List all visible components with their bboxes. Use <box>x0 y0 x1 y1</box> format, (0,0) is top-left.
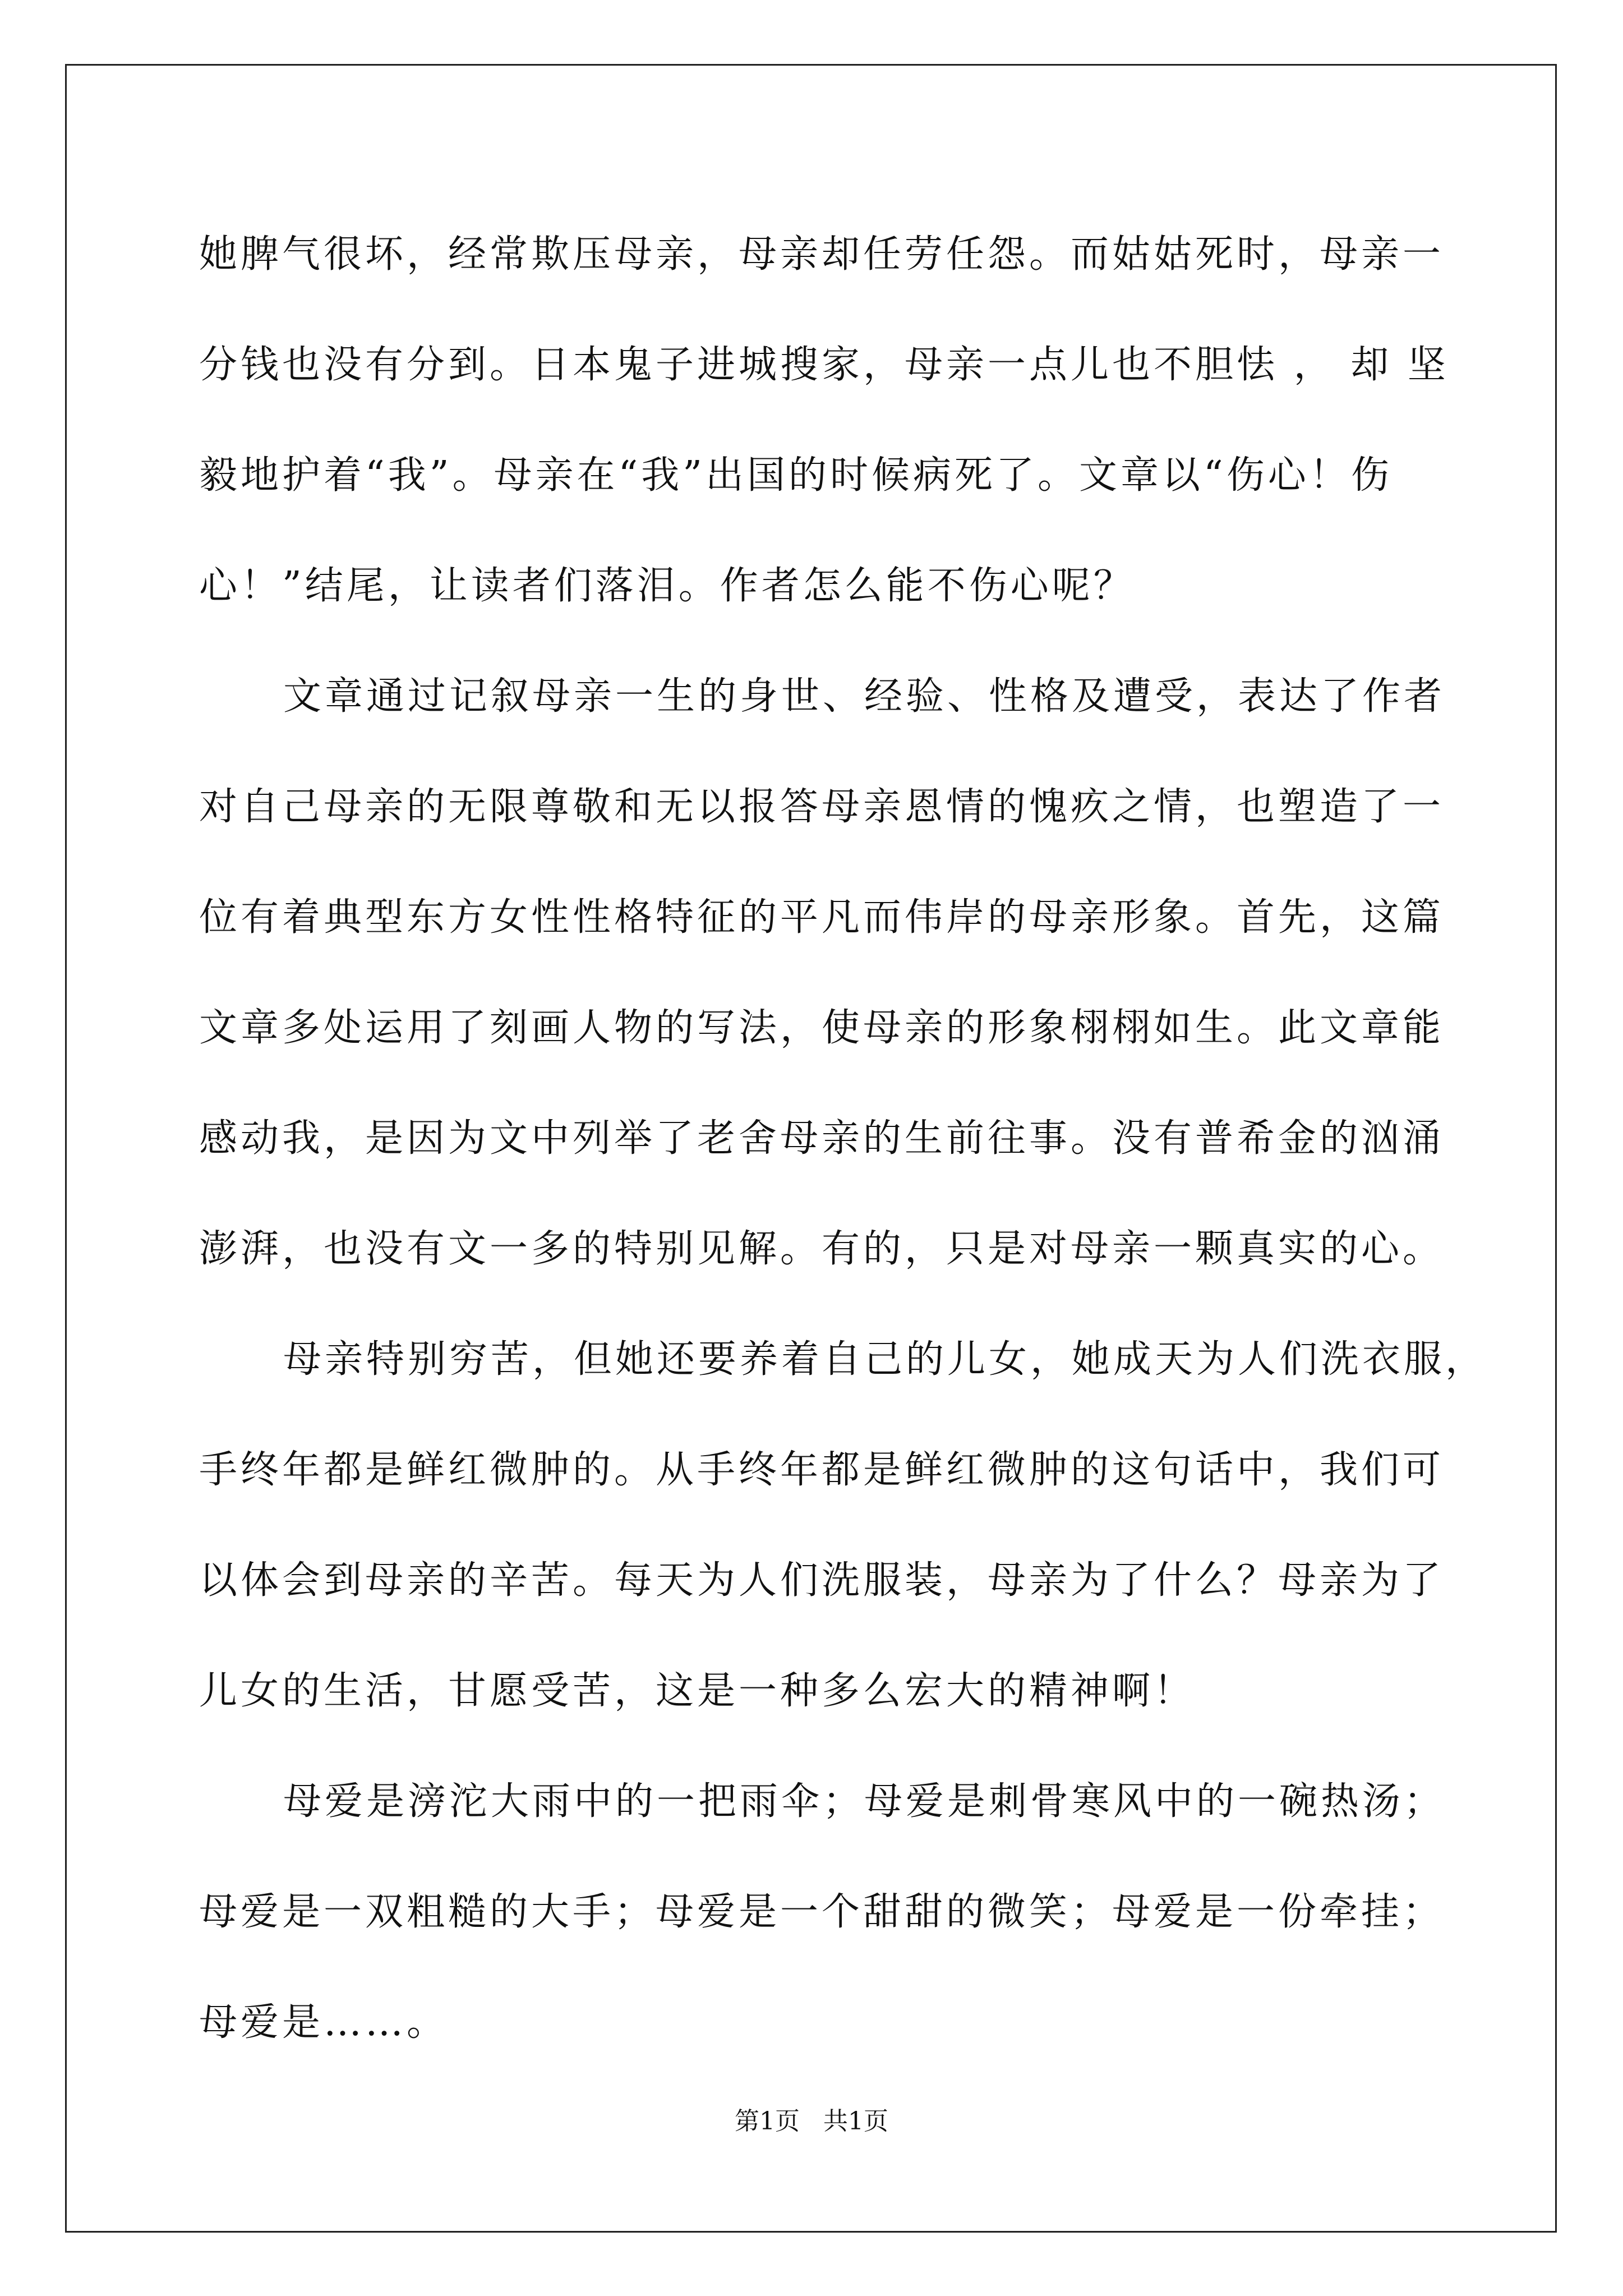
text-line: 她脾气很坏，经常欺压母亲，母亲却任劳任怨。而姑姑死时，母亲一 <box>199 232 1445 277</box>
paragraph-3 <box>199 1304 1487 1746</box>
text-line: 位有着典型东方女性性格特征的平凡而伟岸的母亲形象。首先，这篇 <box>199 895 1445 940</box>
text-line: 心！”结尾，让读者们落泪。作者怎么能不伤心呢？ <box>199 564 1135 608</box>
text-line: 文章多处运用了刻画人物的写法，使母亲的形象栩栩如生。此文章能 <box>199 1006 1445 1050</box>
text-line: 母亲特别穷苦，但她还要养着自己的儿女，她成天为人们洗衣服， <box>283 1337 1487 1382</box>
text-line: 儿女的生活，甘愿受苦，这是一种多么宏大的精神啊！ <box>199 1669 1196 1713</box>
text-line: 手终年都是鲜红微肿的。从手终年都是鲜红微肿的这句话中，我们可 <box>199 1448 1445 1492</box>
page-total: 共1页 <box>823 2107 888 2136</box>
text-line: 澎湃，也没有文一多的特别见解。有的，只是对母亲一颗真实的心。 <box>199 1227 1445 1271</box>
paragraph-2 <box>199 641 1446 1304</box>
paragraph-4 <box>199 1746 1446 2078</box>
document-body <box>199 199 1487 2078</box>
text-line: 分钱也没有分到。日本鬼子进城搜家，母亲一点儿也不胆怯 ， 却 坚 <box>199 343 1449 387</box>
text-line: 感动我，是因为文中列举了老舍母亲的生前往事。没有普希金的汹涌 <box>199 1116 1445 1161</box>
page-footer <box>0 2101 1623 2137</box>
text-line: 文章通过记叙母亲一生的身世、经验、性格及遭受，表达了作者 <box>283 674 1446 719</box>
text-line: 以体会到母亲的辛苦。每天为人们洗服装，母亲为了什么？母亲为了 <box>199 1558 1445 1603</box>
page-number: 第1页 <box>735 2107 800 2136</box>
text-line: 母爱是一双粗糙的大手；母爱是一个甜甜的微笑；母爱是一份牵挂； <box>199 1890 1445 1934</box>
text-line: 母爱是……。 <box>199 2000 449 2045</box>
text-line: 母爱是滂沱大雨中的一把雨伞；母爱是刺骨寒风中的一碗热汤； <box>283 1779 1446 1824</box>
text-line: 毅地护着“我”。母亲在“我”出国的时候病死了。文章以“伤心！伤 <box>199 453 1393 498</box>
paragraph-1 <box>199 199 1449 641</box>
text-line: 对自己母亲的无限尊敬和无以报答母亲恩情的愧疚之情，也塑造了一 <box>199 785 1445 829</box>
